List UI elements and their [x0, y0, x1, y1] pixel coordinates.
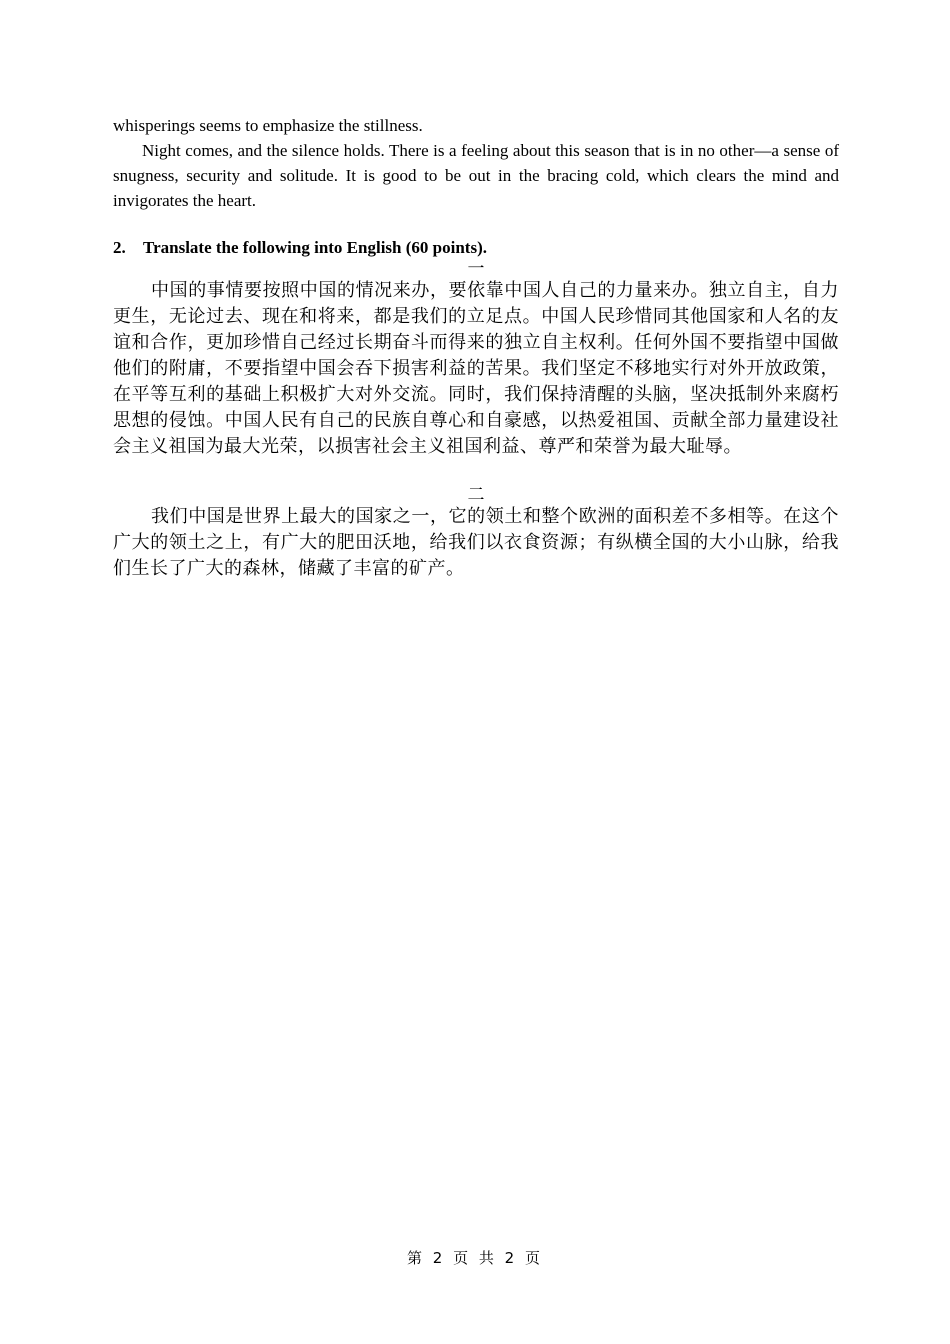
section-heading-text: Translate the following into English (60 points). — [143, 238, 487, 257]
spacer — [113, 460, 839, 486]
section-number: 2. — [113, 238, 126, 257]
page-footer: 第 2 页 共 2 页 — [407, 1249, 543, 1267]
part-2-text: 我们中国是世界上最大的国家之一，它的领土和整个欧洲的面积差不多相等。在这个广大的领土之上，有广大的肥田沃地，给我们以衣食资源；有纵横全国的大小山脉，给我们生长了广大的森林，储藏了丰富的矿产。 — [113, 506, 839, 579]
passage-paragraph: Night comes, and the silence holds. There is a feeling about this season that is in no other—a sense of snugness, security and solitude. It is good to be out in the bracing cold, which clears the mind and invigorates the heart. — [113, 141, 839, 210]
section-2-heading — [113, 235, 839, 260]
passage-continuation-line: whisperings seems to emphasize the stillness. — [113, 116, 423, 135]
part-1-text: 中国的事情要按照中国的情况来办，要依靠中国人自己的力量来办。独立自主，自力更生，无论过去、现在和将来，都是我们的立足点。中国人民珍惜同其他国家和人名的友谊和合作，更加珍惜自己经过长期奋斗而得来的独立自主权利。任何外国不要指望中国做他们的附庸，不要指望中国会吞下损害利益的苦果。我们坚定不移地实行对外开放政策，在平等互利的基础上积极扩大对外交流。同时，我们保持清醒的头脑，坚决抵制外来腐朽思想的侵蚀。中国人民有自己的民族自尊心和自豪感，以热爱祖国、贡献全部力量建设社会主义祖国为最大光荣，以损害社会主义祖国利益、尊严和荣誉为最大耻辱。 — [113, 280, 839, 457]
part-2-mark: 二 — [467, 485, 485, 505]
part-1-mark: 一 — [467, 259, 485, 279]
document-page — [113, 113, 839, 582]
